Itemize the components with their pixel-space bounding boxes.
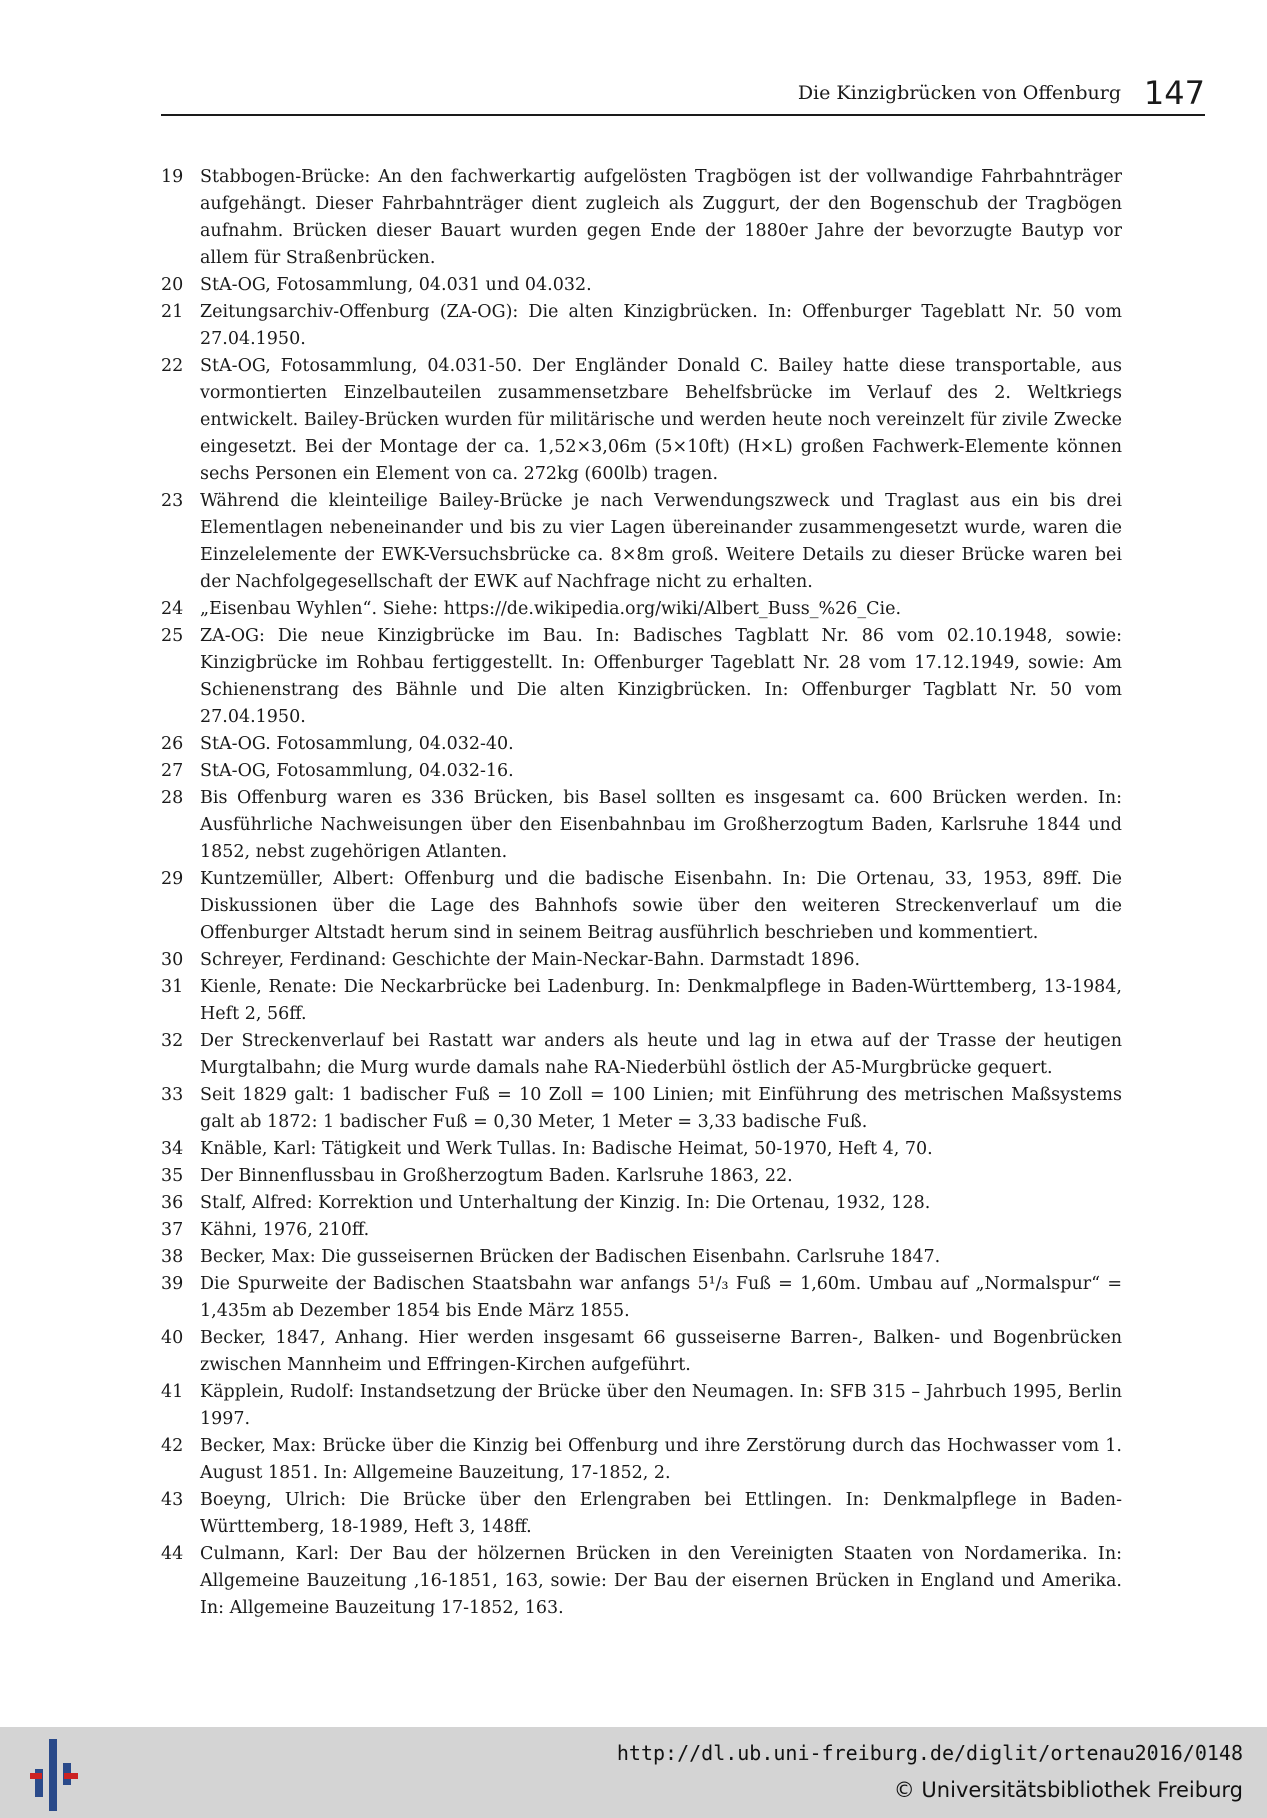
footnote-number: 39 [161,1274,184,1294]
footnote-item [161,1541,1122,1622]
footnote-item [161,947,1122,974]
footnote-number: 41 [161,1382,184,1402]
footnote-number: 44 [161,1544,184,1564]
footnote-number: 32 [161,1031,184,1051]
footnote-text: Die Spurweite der Badischen Staatsbahn war anfangs 5¹/₃ Fuß = 1,60m. Umbau auf „Normalspur“ = 1,435m ab Dezember 1854 bis Ende März 1855. [200,1274,1122,1321]
page-number: 147 [1143,74,1205,112]
footnote-number: 40 [161,1328,184,1348]
footnote-item [161,1379,1122,1433]
footnote-number: 23 [161,491,184,511]
footnote-text: „Eisenbau Wyhlen“. Siehe: https://de.wikipedia.org/wiki/Albert_Buss_%26_Cie. [200,599,902,619]
footnote-text: StA-OG, Fotosammlung, 04.032-16. [200,761,514,781]
footnote-text: StA-OG, Fotosammlung, 04.031-50. Der Engländer Donald C. Bailey hatte diese transportable, aus vormontierten Einzelbauteilen zusammensetzbare Behelfsbrücke im Verlauf des 2. Weltkriegs entwickelt. Bailey-Brücken wurden für militärische und werden heute noch vereinzelt für zivile Zwecke eingesetzt. Bei der Montage der ca. 1,52×3,06m (5×10ft) (H×L) großen Fachwerk-Elemente können sechs Personen ein Element von ca. 272kg (600lb) tragen. [200,356,1122,484]
footnote-item [161,596,1122,623]
footnote-item [161,1433,1122,1487]
footnote-number: 34 [161,1139,184,1159]
footnote-item [161,299,1122,353]
footnote-number: 25 [161,626,184,646]
footnote-text: Zeitungsarchiv-Offenburg (ZA-OG): Die alten Kinzigbrücken. In: Offenburger Tageblatt Nr. 50 vom 27.04.1950. [200,302,1122,349]
footnote-item [161,1190,1122,1217]
footnote-item [161,1271,1122,1325]
footnote-number: 26 [161,734,184,754]
footer-copyright: © Universitätsbibliothek Freiburg [893,1778,1243,1802]
footnote-item [161,731,1122,758]
footnote-number: 38 [161,1247,184,1267]
footnote-text: Becker, Max: Brücke über die Kinzig bei Offenburg und ihre Zerstörung durch das Hochwasser vom 1. August 1851. In: Allgemeine Bauzeitung, 17-1852, 2. [200,1436,1122,1483]
footer-bar [0,1727,1267,1818]
footnote-item [161,1082,1122,1136]
footnote-text: Becker, Max: Die gusseisernen Brücken der Badischen Eisenbahn. Carlsruhe 1847. [200,1247,941,1267]
footnote-item [161,758,1122,785]
footnote-number: 42 [161,1436,184,1456]
footnote-item [161,164,1122,272]
footnote-number: 27 [161,761,184,781]
footnote-number: 43 [161,1490,184,1510]
footnote-number: 29 [161,869,184,889]
footnote-number: 33 [161,1085,184,1105]
footnote-number: 35 [161,1166,184,1186]
footnote-text: Kähni, 1976, 210ff. [200,1220,370,1240]
footnote-item [161,1325,1122,1379]
footnote-item [161,1487,1122,1541]
footnote-item [161,974,1122,1028]
footnote-text: Bis Offenburg waren es 336 Brücken, bis Basel sollten es insgesamt ca. 600 Brücken werden. In: Ausführliche Nachweisungen über den Eisenbahnbau im Großherzogtum Baden, Karlsruhe 1844 und 1852, nebst zugehörigen Atlanten. [200,788,1122,862]
footnote-number: 31 [161,977,184,997]
footnote-text: Becker, 1847, Anhang. Hier werden insgesamt 66 gusseiserne Barren-, Balken- und Bogenbrücken zwischen Mannheim und Effringen-Kirchen aufgeführt. [200,1328,1122,1375]
footnote-number: 30 [161,950,184,970]
footnote-item [161,866,1122,947]
footnote-item [161,272,1122,299]
ub-freiburg-logo-icon [30,1739,78,1811]
footnote-item [161,1217,1122,1244]
footnote-text: Stabbogen-Brücke: An den fachwerkartig aufgelösten Tragbögen ist der vollwandige Fahrbahnträger aufgehängt. Dieser Fahrbahnträger dient zugleich als Zuggurt, der den Bogenschub der Tragbögen aufnahm. Brücken dieser Bauart wurden gegen Ende der 1880er Jahre der bevorzugte Bautyp vor allem für Straßenbrücken. [200,167,1122,268]
footnote-text: Schreyer, Ferdinand: Geschichte der Main-Neckar-Bahn. Darmstadt 1896. [200,950,861,970]
footnote-text: Boeyng, Ulrich: Die Brücke über den Erlengraben bei Ettlingen. In: Denkmalpflege in Baden-Württemberg, 18-1989, Heft 3, 148ff. [200,1490,1122,1537]
footnote-number: 19 [161,167,184,187]
footnote-text: Während die kleinteilige Bailey-Brücke je nach Verwendungszweck und Traglast aus ein bis drei Elementlagen nebeneinander und bis zu vier Lagen übereinander zusammengesetzt wurde, waren die Einzelelemente der EWK-Versuchsbrücke ca. 8×8m groß. Weitere Details zu dieser Brücke waren bei der Nachfolgegesellschaft der EWK auf Nachfrage nicht zu erhalten. [200,491,1122,592]
footnote-number: 21 [161,302,184,322]
footnote-text: StA-OG. Fotosammlung, 04.032-40. [200,734,514,754]
footnote-number: 37 [161,1220,184,1240]
footnote-item [161,1244,1122,1271]
footnote-text: Der Binnenflussbau in Großherzogtum Baden. Karlsruhe 1863, 22. [200,1166,793,1186]
footnote-text: Seit 1829 galt: 1 badischer Fuß = 10 Zoll = 100 Linien; mit Einführung des metrischen Maßsystems galt ab 1872: 1 badischer Fuß = 0,30 Meter, 1 Meter = 3,33 badische Fuß. [200,1085,1122,1132]
footnote-number: 36 [161,1193,184,1213]
footnote-number: 24 [161,599,184,619]
footnote-number: 22 [161,356,184,376]
footnote-item [161,1136,1122,1163]
footnote-text: Kuntzemüller, Albert: Offenburg und die badische Eisenbahn. In: Die Ortenau, 33, 1953, 89ff. Die Diskussionen über die Lage des Bahnhofs sowie über den weiteren Streckenverlauf um die Offenburger Altstadt herum sind in seinem Beitrag ausführlich beschrieben und kommentiert. [200,869,1122,943]
footnote-item [161,1028,1122,1082]
running-title: Die Kinzigbrücken von Offenburg [797,82,1121,104]
footnote-item [161,623,1122,731]
footnote-item [161,353,1122,488]
footnote-text: Stalf, Alfred: Korrektion und Unterhaltung der Kinzig. In: Die Ortenau, 1932, 128. [200,1193,931,1213]
footnote-item [161,488,1122,596]
footnote-text: StA-OG, Fotosammlung, 04.031 und 04.032. [200,275,592,295]
footnote-number: 20 [161,275,184,295]
footnote-item [161,1163,1122,1190]
footer-url[interactable]: http://dl.ub.uni-freiburg.de/diglit/ortenau2016/0148 [616,1741,1243,1765]
footnote-text: Käpplein, Rudolf: Instandsetzung der Brücke über den Neumagen. In: SFB 315 – Jahrbuch 1995, Berlin 1997. [200,1382,1122,1429]
footnote-item [161,785,1122,866]
footnote-number: 28 [161,788,184,808]
footnote-text: Der Streckenverlauf bei Rastatt war anders als heute und lag in etwa auf der Trasse der heutigen Murgtalbahn; die Murg wurde damals nahe RA-Niederbühl östlich der A5-Murgbrücke gequert. [200,1031,1122,1078]
running-head [161,70,1205,116]
footnote-text: Culmann, Karl: Der Bau der hölzernen Brücken in den Vereinigten Staaten von Nordamerika. In: Allgemeine Bauzeitung ,16-1851, 163, sowie: Der Bau der eisernen Brücken in England und Amerika. In: Allgemeine Bauzeitung 17-1852, 163. [200,1544,1122,1618]
footnote-text: ZA-OG: Die neue Kinzigbrücke im Bau. In: Badisches Tagblatt Nr. 86 vom 02.10.1948, sowie: Kinzigbrücke im Rohbau fertiggestellt. In: Offenburger Tageblatt Nr. 28 vom 17.12.1949, sowie: Am Schienenstrang des Bähnle und Die alten Kinzigbrücken. In: Offenburger Tagblatt Nr. 50 vom 27.04.1950. [200,626,1122,727]
footnote-text: Kienle, Renate: Die Neckarbrücke bei Ladenburg. In: Denkmalpflege in Baden-Württemberg, 13-1984, Heft 2, 56ff. [200,977,1122,1024]
footnote-text: Knäble, Karl: Tätigkeit und Werk Tullas. In: Badische Heimat, 50-1970, Heft 4, 70. [200,1139,933,1159]
footnote-list [161,164,1122,1622]
